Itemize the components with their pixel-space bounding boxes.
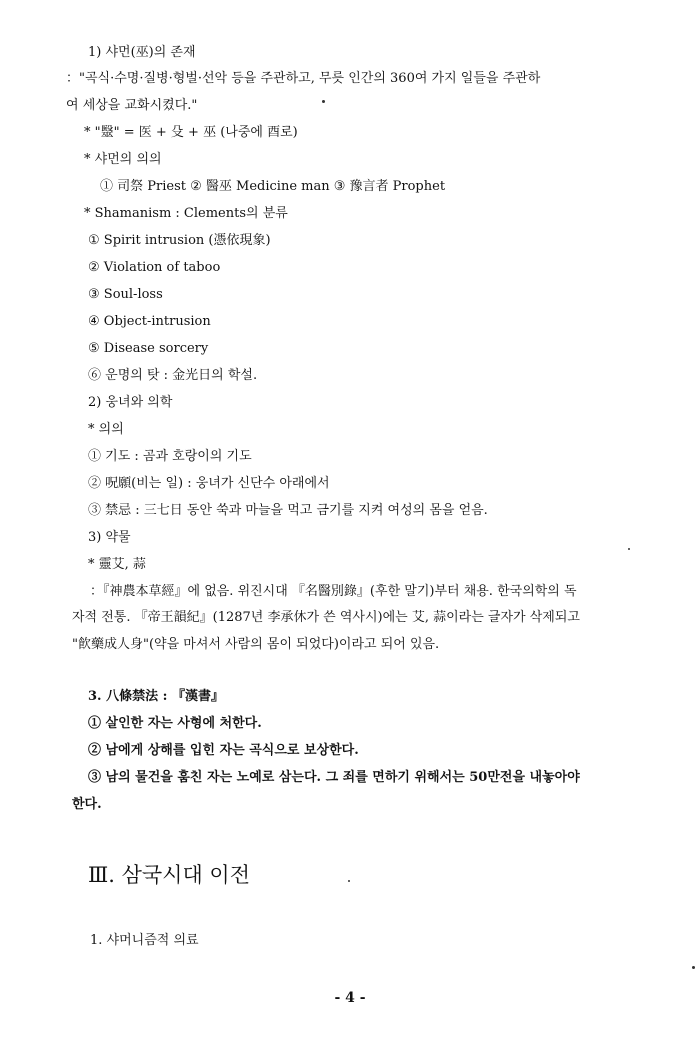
- shaman-roles: ① 司祭 Priest ② 醫巫 Medicine man ③ 豫言者 Prophet: [100, 179, 446, 194]
- page-number: - 4 -: [334, 990, 366, 1006]
- chapter-title: Ⅲ. 삼국시대 이전: [88, 863, 250, 887]
- classification-title: * Shamanism : Clements의 분류: [84, 206, 288, 221]
- quote-line: 여 세상을 교화시켰다.": [66, 98, 198, 113]
- classification-item: ① Spirit intrusion (憑依現象): [88, 233, 271, 248]
- chapter-subtitle: 1. 샤머니즘적 의료: [90, 933, 199, 948]
- law-item: ① 살인한 자는 사형에 처한다.: [88, 716, 262, 731]
- law-item: ③ 남의 물건을 훔친 자는 노예로 삼는다. 그 죄를 면하기 위해서는 50만전을 내놓아야: [88, 770, 580, 785]
- law-item: ② 남에게 상해를 입힌 자는 곡식으로 보상한다.: [88, 743, 359, 758]
- classification-item: ③ Soul-loss: [88, 287, 163, 302]
- quote-line: ："곡식·수명·질병·형벌·선악 등을 주관하고, 무릇 인간의 360여 가지 일들을 주관하: [66, 71, 541, 86]
- classification-item: ② Violation of taboo: [88, 260, 221, 275]
- etymology-line: * "毉" = 医 + 殳 + 巫 (나중에 酉로): [84, 125, 298, 140]
- scan-speck: [322, 100, 325, 103]
- ungnyeo-meaning-title: * 의의: [88, 422, 124, 437]
- herbs-description: "飮藥成人身"(약을 마셔서 사람의 몸이 되었다)이라고 되어 있음.: [72, 637, 440, 652]
- classification-item: ⑥ 운명의 탓 : 金光日의 학설.: [88, 368, 258, 383]
- section-title-shaman-existence: 1) 샤먼(巫)의 존재: [88, 45, 196, 60]
- scan-speck: [348, 880, 350, 882]
- herbs-description: ：『神農本草經』에 없음. 위진시대 『名醫別錄』(후한 말기)부터 채용. 한국의학의 독: [90, 584, 577, 599]
- law-item-continuation: 한다.: [72, 797, 102, 812]
- scan-speck: [692, 966, 695, 969]
- classification-item: ⑤ Disease sorcery: [88, 341, 209, 356]
- ungnyeo-item: ② 呪願(비는 일) : 웅녀가 신단수 아래에서: [88, 476, 330, 491]
- section-title-eight-laws: 3. 八條禁法 : 『漢書』: [88, 689, 224, 704]
- section-title-medicine: 3) 약물: [88, 530, 131, 545]
- ungnyeo-item: ③ 禁忌 : 三七日 동안 쑥과 마늘을 먹고 금기를 지켜 여성의 몸을 얻음.: [88, 503, 488, 518]
- scan-speck: [628, 548, 630, 550]
- section-title-ungnyeo: 2) 웅녀와 의학: [88, 395, 173, 410]
- ungnyeo-item: ① 기도 : 곰과 호랑이의 기도: [88, 449, 252, 464]
- herbs-line: * 靈艾, 蒜: [88, 557, 146, 572]
- herbs-description: 자적 전통. 『帝王韻紀』(1287년 李承休가 쓴 역사시)에는 艾, 蒜이라는 글자가 삭제되고: [72, 610, 580, 625]
- classification-item: ④ Object-intrusion: [88, 314, 211, 329]
- shaman-meaning-title: * 샤먼의 의의: [84, 152, 162, 167]
